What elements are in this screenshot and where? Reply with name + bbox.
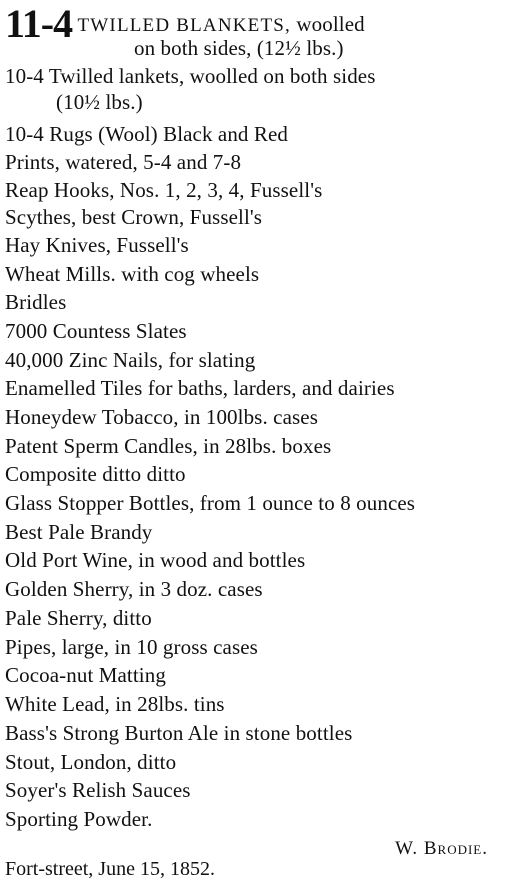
- list-item: Patent Sperm Candles, in 28lbs. boxes: [5, 434, 332, 458]
- list-item: Golden Sherry, in 3 doz. cases: [5, 577, 263, 601]
- list-item: Scythes, best Crown, Fussell's: [5, 205, 263, 229]
- list-item: Hay Knives, Fussell's: [5, 233, 189, 257]
- list-item: Sporting Powder.: [5, 807, 153, 831]
- list-item: 7000 Countess Slates: [5, 319, 187, 343]
- list-item: Best Pale Brandy: [5, 520, 153, 544]
- list-item: Composite ditto ditto: [5, 462, 186, 486]
- heading-title: TWILLED BLANKETS,: [77, 15, 292, 36]
- list-item: Bass's Strong Burton Ale in stone bottles: [5, 721, 353, 745]
- heading-rest: woolled: [291, 12, 365, 36]
- list-item: Pale Sherry, ditto: [5, 606, 152, 630]
- heading-size: 11-4: [5, 1, 73, 46]
- list-item: Prints, watered, 5-4 and 7-8: [5, 150, 242, 174]
- list-item: Reap Hooks, Nos. 1, 2, 3, 4, Fussell's: [5, 178, 323, 202]
- list-item: Stout, London, ditto: [5, 750, 177, 774]
- list-item: 40,000 Zinc Nails, for slating: [5, 348, 256, 372]
- list-item: Bridles: [5, 290, 67, 314]
- list-item: 10-4 Rugs (Wool) Black and Red: [5, 122, 289, 146]
- list-item: Old Port Wine, in wood and bottles: [5, 548, 306, 572]
- list-item: Honeydew Tobacco, in 100lbs. cases: [5, 405, 318, 429]
- dateline: Fort-street, June 15, 1852.: [5, 858, 215, 880]
- list-item: 10-4 Twilled lankets, woolled on both sides: [5, 64, 376, 88]
- list-item: (10½ lbs.): [56, 90, 143, 114]
- heading-continuation: on both sides, (12½ lbs.): [134, 36, 344, 60]
- list-item: Soyer's Relish Sauces: [5, 778, 191, 802]
- list-item: Enamelled Tiles for baths, larders, and dairies: [5, 376, 395, 400]
- list-item: Wheat Mills. with cog wheels: [5, 262, 260, 286]
- list-item: Cocoa-nut Matting: [5, 663, 166, 687]
- list-item: Pipes, large, in 10 gross cases: [5, 635, 258, 659]
- list-item: White Lead, in 28lbs. tins: [5, 692, 225, 716]
- list-item: Glass Stopper Bottles, from 1 ounce to 8 ounces: [5, 491, 416, 515]
- signature: W. Brodie.: [395, 838, 488, 859]
